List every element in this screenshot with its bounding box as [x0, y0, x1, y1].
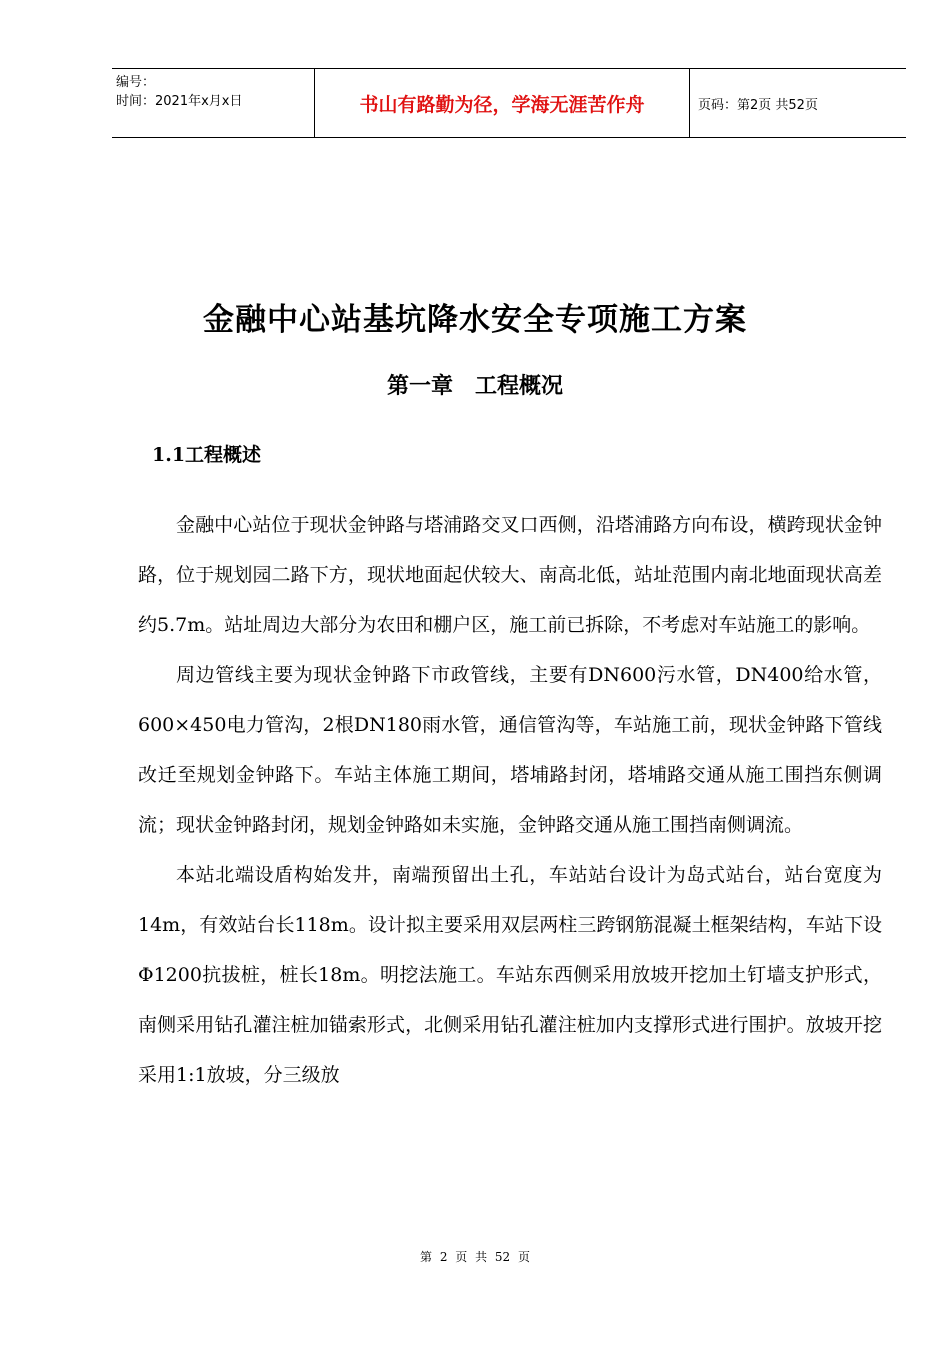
body-paragraph: 周边管线主要为现状金钟路下市政管线，主要有DN600污水管，DN400给水管，600×450电力管沟，2根DN180雨水管，通信管沟等，车站施工前，现状金钟路下管线改迁至规划金钟路下。车站主体施工期间，塔埔路封闭，塔埔路交通从施工围挡东侧调流；现状金钟路封闭，规划金钟路如未实施，金钟路交通从施工围挡南侧调流。 [138, 664, 882, 836]
document-title: 金融中心站基坑降水安全专项施工方案 [203, 302, 747, 338]
header-page-number: 页码：第2页 共52页 [698, 97, 818, 113]
document-date-label: 时间：2021年x月x日 [116, 94, 243, 109]
header-motto: 书山有路勤为径，学海无涯苦作舟 [315, 69, 690, 137]
page-header [112, 68, 906, 138]
page-footer: 第 2 页 共 52 页 [420, 1250, 530, 1264]
section-heading: 1.1工程概述 [152, 444, 262, 466]
body-paragraph: 本站北端设盾构始发井，南端预留出土孔，车站站台设计为岛式站台，站台宽度为14m，有效站台长118m。设计拟主要采用双层两柱三跨钢筋混凝土框架结构，车站下设Φ1200抗拔桩，桩长18m。明挖法施工。车站东西侧采用放坡开挖加土钉墙支护形式，南侧采用钻孔灌注桩加锚索形式，北侧采用钻孔灌注桩加内支撑形式进行围护。放坡开挖采用1:1放坡，分三级放 [138, 864, 882, 1086]
document-number-label: 编号： [116, 75, 156, 90]
document-body [138, 500, 882, 1100]
chapter-heading: 第一章 工程概况 [386, 373, 563, 399]
body-paragraph: 金融中心站位于现状金钟路与塔浦路交叉口西侧，沿塔浦路方向布设，横跨现状金钟路，位于规划园二路下方，现状地面起伏较大、南高北低，站址范围内南北地面现状高差约5.7m。站址周边大部分为农田和棚户区，施工前已拆除，不考虑对车站施工的影响。 [138, 514, 882, 636]
header-meta [112, 69, 315, 137]
